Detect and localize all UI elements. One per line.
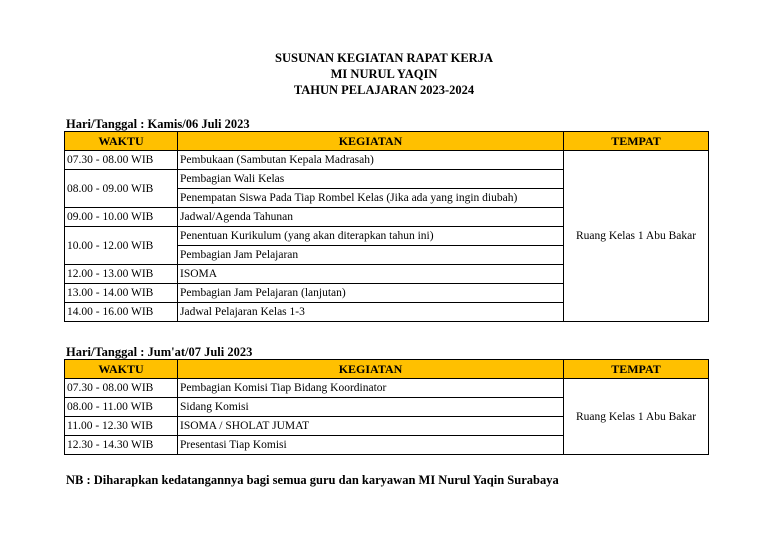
day2-schedule-table <box>64 359 709 455</box>
day1-label: Hari/Tanggal : Kamis/06 Juli 2023 <box>66 117 250 131</box>
activity-cell: Penempatan Siswa Pada Tiap Rombel Kelas (Jika ada yang ingin diubah) <box>178 189 564 208</box>
time-cell: 12.30 - 14.30 WIB <box>65 436 178 455</box>
table-row <box>65 379 709 398</box>
table-header-row <box>65 132 709 151</box>
table-header-row <box>65 360 709 379</box>
time-cell: 13.00 - 14.00 WIB <box>65 284 178 303</box>
time-cell: 11.00 - 12.30 WIB <box>65 417 178 436</box>
col-header-activity: KEGIATAN <box>178 360 564 379</box>
time-cell: 07.30 - 08.00 WIB <box>65 151 178 170</box>
activity-cell: Pembagian Wali Kelas <box>178 170 564 189</box>
activity-cell: Presentasi Tiap Komisi <box>178 436 564 455</box>
activity-cell: Pembagian Jam Pelajaran <box>178 246 564 265</box>
col-header-place: TEMPAT <box>564 360 709 379</box>
activity-cell: ISOMA / SHOLAT JUMAT <box>178 417 564 436</box>
day2-label: Hari/Tanggal : Jum'at/07 Juli 2023 <box>66 345 253 359</box>
time-cell: 12.00 - 13.00 WIB <box>65 265 178 284</box>
activity-cell: Sidang Komisi <box>178 398 564 417</box>
activity-cell: Penentuan Kurikulum (yang akan diterapkan tahun ini) <box>178 227 564 246</box>
time-cell: 07.30 - 08.00 WIB <box>65 379 178 398</box>
activity-cell: Jadwal Pelajaran Kelas 1-3 <box>178 303 564 322</box>
activity-cell: Jadwal/Agenda Tahunan <box>178 208 564 227</box>
time-cell: 10.00 - 12.00 WIB <box>65 227 178 265</box>
time-cell: 08.00 - 11.00 WIB <box>65 398 178 417</box>
time-cell: 14.00 - 16.00 WIB <box>65 303 178 322</box>
col-header-time: WAKTU <box>65 132 178 151</box>
place-cell: Ruang Kelas 1 Abu Bakar <box>564 151 709 322</box>
place-cell: Ruang Kelas 1 Abu Bakar <box>564 379 709 455</box>
activity-cell: Pembagian Komisi Tiap Bidang Koordinator <box>178 379 564 398</box>
col-header-activity: KEGIATAN <box>178 132 564 151</box>
school-name: MI NURUL YAQIN <box>330 67 438 81</box>
time-cell: 08.00 - 09.00 WIB <box>65 170 178 208</box>
activity-cell: Pembukaan (Sambutan Kepala Madrasah) <box>178 151 564 170</box>
academic-year: TAHUN PELAJARAN 2023-2024 <box>293 83 475 97</box>
time-cell: 09.00 - 10.00 WIB <box>65 208 178 227</box>
table-row <box>65 151 709 170</box>
document-title: SUSUNAN KEGIATAN RAPAT KERJA <box>275 51 493 65</box>
col-header-time: WAKTU <box>65 360 178 379</box>
footer-note: NB : Diharapkan kedatangannya bagi semua guru dan karyawan MI Nurul Yaqin Surabaya <box>66 473 559 487</box>
activity-cell: Pembagian Jam Pelajaran (lanjutan) <box>178 284 564 303</box>
activity-cell: ISOMA <box>178 265 564 284</box>
col-header-place: TEMPAT <box>564 132 709 151</box>
day1-schedule-table <box>64 131 709 322</box>
